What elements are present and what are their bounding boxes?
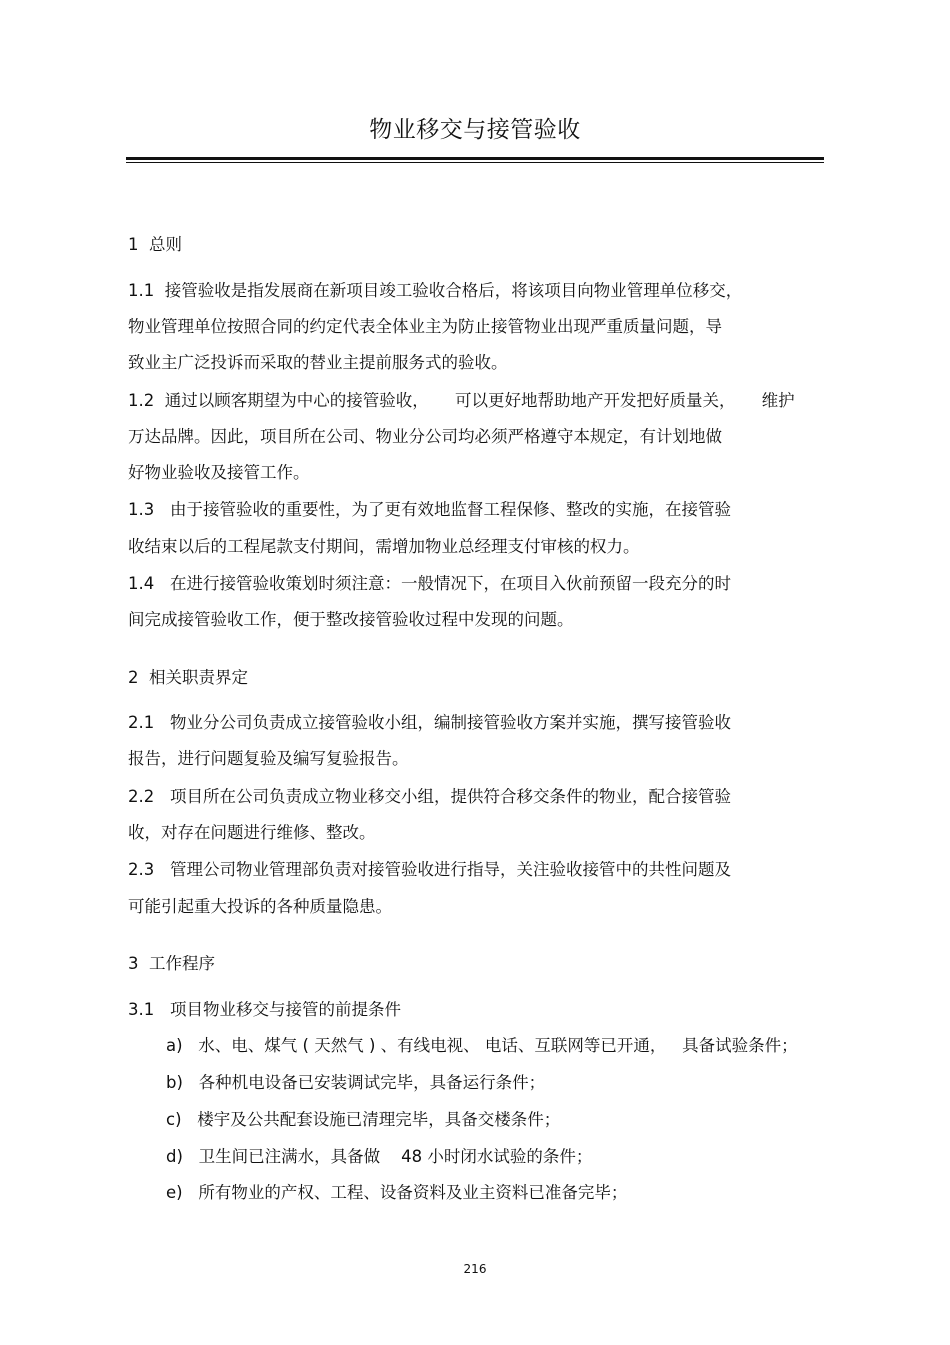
section-heading-1: 1 总则 xyxy=(128,235,182,254)
paragraph-line: 物业管理单位按照合同的约定代表全体业主为防止接管物业出现严重质量问题，导 xyxy=(128,317,722,336)
paragraph-line: 2.3 管理公司物业管理部负责对接管验收进行指导，关注验收接管中的共性问题及 xyxy=(128,860,731,879)
list-item: c) 楼宇及公共配套设施已清理完毕，具备交楼条件； xyxy=(166,1110,561,1129)
paragraph-line: 可能引起重大投诉的各种质量隐患。 xyxy=(128,897,392,916)
paragraph-line: 万达品牌。因此，项目所在公司、物业分公司均必须严格遵守本规定，有计划地做 xyxy=(128,427,722,446)
paragraph-line: 2.2 项目所在公司负责成立物业移交小组，提供符合移交条件的物业，配合接管验 xyxy=(128,787,731,806)
paragraph-line: 致业主广泛投诉而采取的替业主提前服务式的验收。 xyxy=(128,353,508,372)
paragraph-line: 1.3 由于接管验收的重要性，为了更有效地监督工程保修、整改的实施，在接管验 xyxy=(128,500,731,519)
paragraph-line: 1.1 接管验收是指发展商在新项目竣工验收合格后，将该项目向物业管理单位移交， xyxy=(128,281,743,300)
section-heading-3: 3 工作程序 xyxy=(128,954,215,973)
title-rule-thick xyxy=(126,157,824,160)
paragraph-line: 1.2 通过以顾客期望为中心的接管验收， 可以更好地帮助地产开发把好质量关， 维护 xyxy=(128,391,795,410)
section-heading-2: 2 相关职责界定 xyxy=(128,668,248,687)
page-number: 216 xyxy=(463,1262,487,1276)
list-item: d) 卫生间已注满水，具备做 48 小时闭水试验的条件； xyxy=(166,1147,593,1166)
list-item: a) 水、电、煤气 ( 天然气 ) 、有线电视、 电话、互联网等已开通， 具备试验条件； xyxy=(166,1036,798,1055)
paragraph-line: 收结束以后的工程尾款支付期间，需增加物业总经理支付审核的权力。 xyxy=(128,537,640,556)
paragraph-line: 1.4 在进行接管验收策划时须注意：一般情况下，在项目入伙前预留一段充分的时 xyxy=(128,574,731,593)
list-item: e) 所有物业的产权、工程、设备资料及业主资料已准备完毕； xyxy=(166,1183,628,1202)
paragraph-line: 好物业验收及接管工作。 xyxy=(128,463,310,482)
list-item: b) 各种机电设备已安装调试完毕，具备运行条件； xyxy=(166,1073,546,1092)
paragraph-line: 报告，进行问题复验及编写复验报告。 xyxy=(128,749,409,768)
paragraph-line: 收，对存在问题进行维修、整改。 xyxy=(128,823,376,842)
subsection-heading: 3.1 项目物业移交与接管的前提条件 xyxy=(128,1000,401,1019)
document-title: 物业移交与接管验收 xyxy=(369,117,581,143)
paragraph-line: 2.1 物业分公司负责成立接管验收小组，编制接管验收方案并实施，撰写接管验收 xyxy=(128,713,731,732)
paragraph-line: 间完成接管验收工作，便于整改接管验收过程中发现的问题。 xyxy=(128,610,574,629)
title-rule-thin xyxy=(126,162,824,163)
